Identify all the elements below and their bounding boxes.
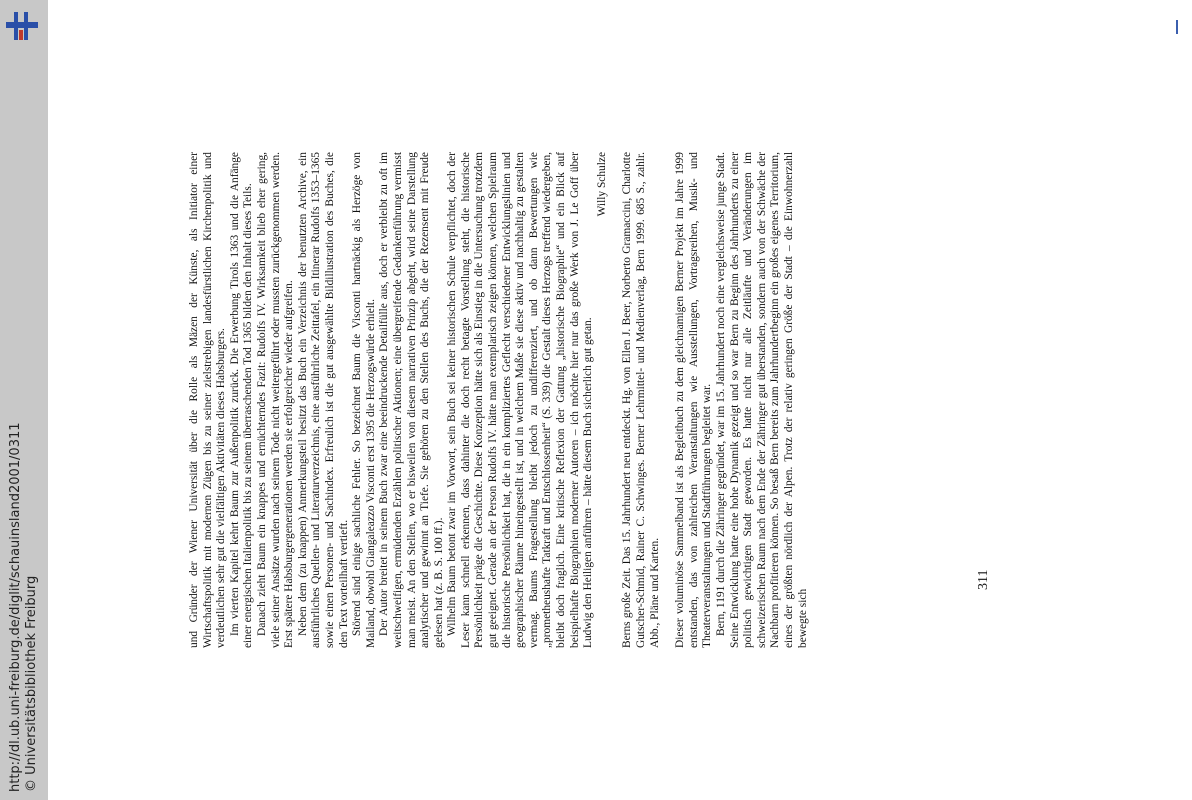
sidebar-caption [0, 0, 48, 800]
scanned-page [48, 0, 1192, 800]
rotated-page-content [108, 0, 991, 800]
paragraph: Der Autor breitet in seinem Buch zwar eine beeindruckende Detailfülle aus, doch er verbleibt zu oft im weitschweifigen, ermüdenden Erzählen politischer Aktionen; eine übergreifende Gedankenführung vermisst man meist. An den Stellen, wo er bisweilen von diesem narrativen Prinzip abgeht, wird seine Darstellung analytischer und gewinnt an Tiefe. Sie gehören zu den Stellen des Buchs, die der Rezensent mit Freude gelesen hat (z. B. S. 100 ff.). [378, 152, 445, 648]
section-gap [662, 152, 674, 648]
paragraph: und Gründer der Wiener Universität über die Rolle als Mäzen der Künste, als Initiator einer Wirtschaftspolitik mit modernen Zügen bis zu seiner zielstrebigen landesfürstlichen Kirchenpolitik und verdeutlichen sehr gut die vielfältigen Aktivitäten dieses Habsburgers. [188, 152, 228, 648]
paragraph: Bern, 1191 durch die Zähringer gegründet, war im 15. Jahrhundert noch eine vergleichsweise junge Stadt. Seine Entwicklung hatte eine hohe Dynamik gezeigt und so war Bern zu Beginn des Jahrhunderts zu einer politisch gewichtigen Stadt geworden. Es hatte nicht nur alle Zeitläufte und Veränderungen im schweizerischen Raum nach dem Ende der Zähringer gut überstanden, sondern auch von der Schwäche der Nachbarn profitieren können. So besaß Bern bereits zum Jahrhundertbeginn ein großes eigenes Territorium, eines der größten nördlich der Alpen. Trotz der relativ geringen Größe der Stadt – die Einwohnerzahl bewegte sich [714, 152, 809, 648]
section-gap [609, 152, 621, 648]
page-edge-mark [1176, 20, 1186, 34]
paragraph: Störend sind einige sachliche Fehler. So bezeichnet Baum die Visconti hartnäckig als Herzöge von Mailand, obwohl Giangaleazzo Visconti erst 1395 die Herzogswürde erhielt. [351, 152, 377, 648]
copyright-notice: © Universitätsbibliothek Freiburg [24, 575, 39, 792]
page-frame [108, 0, 1108, 800]
viewer-sidebar [0, 0, 48, 800]
source-url[interactable]: http://dl.ub.uni-freiburg.de/diglit/schauinsland2001/0311 [8, 422, 23, 792]
paragraph: Danach zieht Baum ein knappes und ernüchterndes Fazit: Rudolfs IV. Wirksamkeit blieb eher gering, viele seiner Ansätze wurden nach seinem Tode nicht weitergeführt oder mussten zurückgenommen werden. Erst spätere Habsburgergenerationen werden sie erfolgreicher wieder aufgreifen. [255, 152, 296, 648]
text-column [188, 152, 810, 648]
paragraph: Dieser voluminöse Sammelband ist als Begleitbuch zu dem gleichnamigen Berner Projekt im Jahre 1999 entstanden, das von zahlreichen Veranstaltungen wie Ausstellungen, Vortragsreihen, Musik- und Theaterveranstaltungen und Stadtführungen begleitet war. [674, 152, 714, 648]
paragraph: Wilhelm Baum betont zwar im Vorwort, sein Buch sei keiner historischen Schule verpflichtet, doch der Leser kann schnell erkennen, dass dahinter die doch recht betagte Vorstellung steht, die historische Persönlichkeit präge die Geschichte. Diese Konzeption hätte sich als Einstieg in die Untersuchung trotzdem gut geeignet. Gerade an der Person Rudolfs IV. hätte man exemplarisch zeigen können, welchen Spielraum die historische Persönlichkeit hat, die in ein kompliziertes Geflecht verschiedener Entwicklungslinien und geographischer Räume hineingestellt ist, und in welchem Maße sie diese aktiv und nachhaltig zu gestalten vermag. Baums Fragestellung bleibt jedoch zu undifferenziert, und ob dann Bewertungen wie „prometheushafte Tatkraft und Entschlossenheit“ (S. 339) die Gestalt dieses Herzogs treffend wiedergeben, bleibt doch fraglich. Eine kritische Reflexion der Gattung „historische Biographie“ und ein Blick auf beispielhafte Biographien moderner Autoren – ich möchte hier nur das große Werk von J. Le Goff über Ludwig den Heiligen anführen – hätte diesem Buch sicherlich gut getan. [446, 152, 595, 648]
reviewer-signature: Willy Schulze [595, 152, 608, 217]
paragraph: Im vierten Kapitel kehrt Baum zur Außenpolitik zurück. Die Erwerbung Tirols 1363 und die Anfänge einer energischen Italienpolitik bis zu seinem überraschenden Tod 1365 bilden den Inhalt dieses Teils. [228, 152, 255, 648]
review-heading: Berns große Zeit. Das 15. Jahrhundert neu entdeckt. Hg. von Ellen J. Beer, Norberto Gramaccini, Charlotte Gutscher-Schmid, Rainer C. Schwinges. Berner Lehrmittel- und Medienverlag, Bern 1999. 685 S., zahlr. Abb., Pläne und Karten. [621, 152, 661, 648]
paragraph: Neben dem (zu knappen) Anmerkungsteil besitzt das Buch ein Verzeichnis der benutzten Archive, ein ausführliches Quellen- und Literaturverzeichnis, eine ausführliche Zeittafel, ein Itinerar Rudolfs 1353–1365 sowie einen Personen- und Sachindex. Erfreulich ist die gut ausgewählte Bildillustration des Buches, die den Text vorteilhaft vertieft. [296, 152, 350, 648]
page-number: 311 [976, 569, 991, 590]
